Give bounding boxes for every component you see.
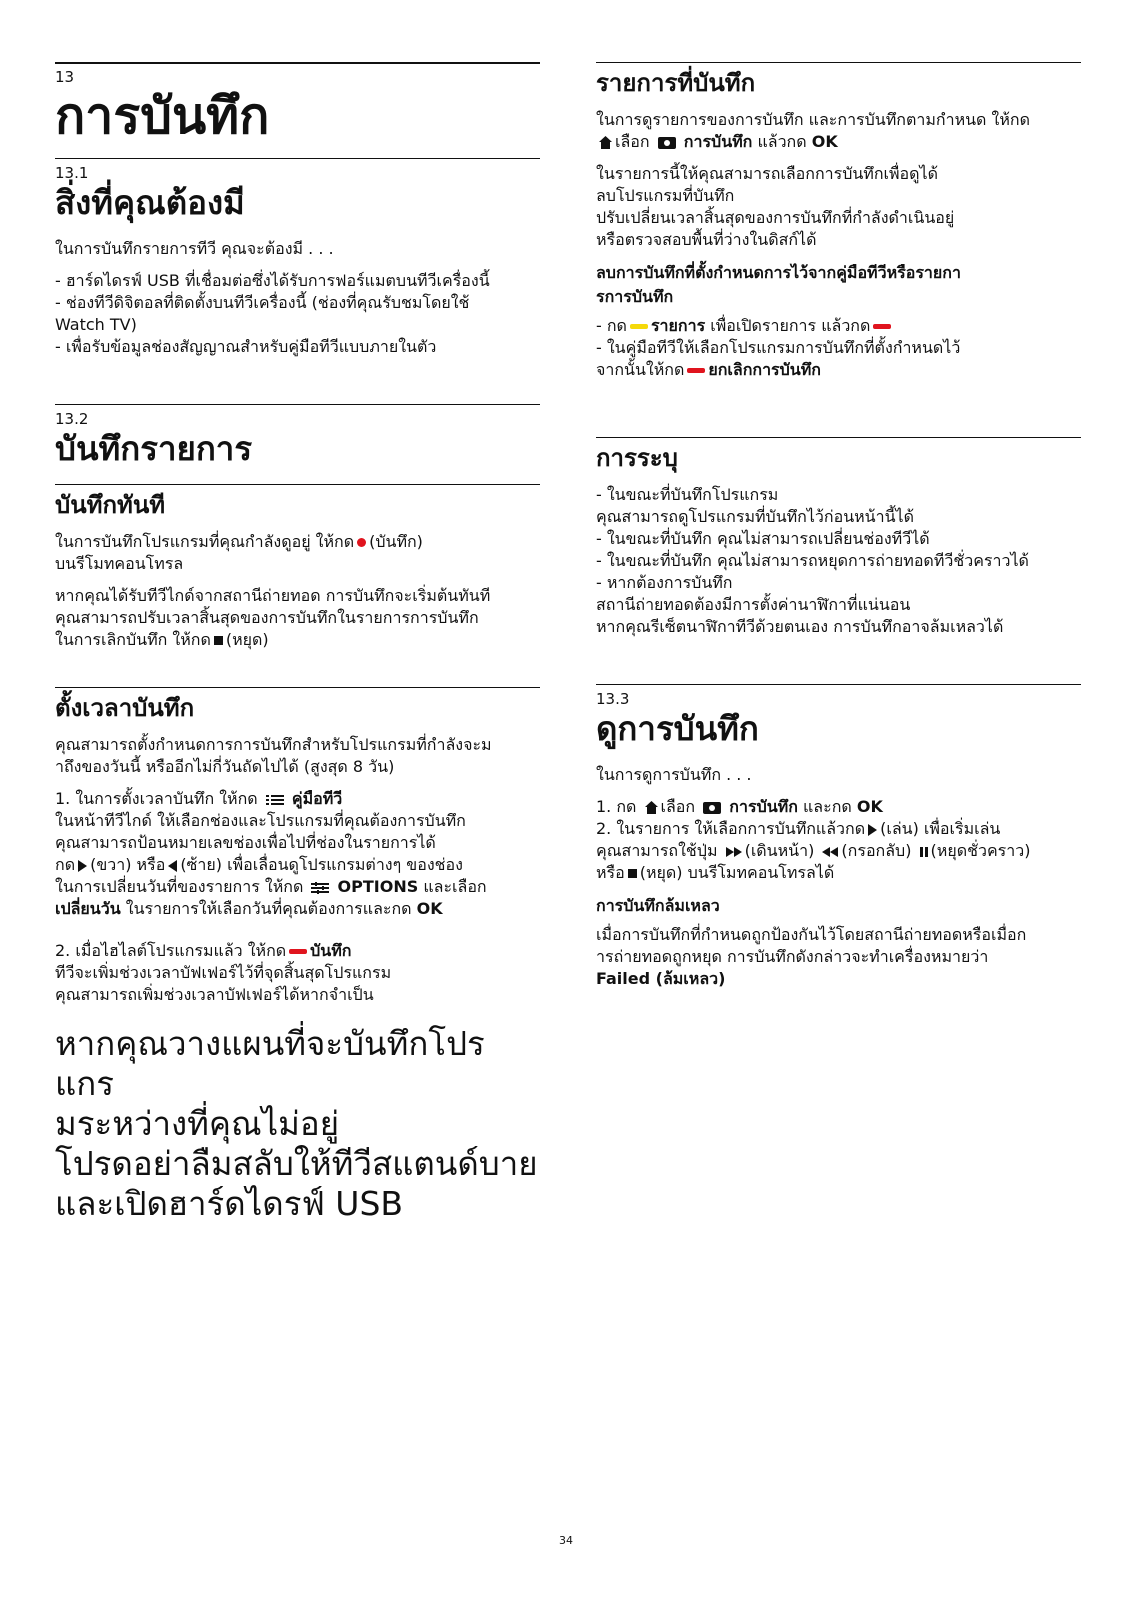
record-now-paragraph: ในการบันทึกโปรแกรมที่คุณกำลังดูอยู่ ให้กด (บันทึก) บนรีโมทคอนโทรล [55,532,423,573]
standby-note: หากคุณวางแผนที่จะบันทึกโปรแกร มระหว่างที่คุณไม่อยู่ โปรดอย่าลืมสลับให้ทีวีสแตนด์บาย และเปิดฮาร์ดไดรฟ์ USB [55,1024,538,1223]
rewind-icon [822,847,838,857]
spec-line: สถานีถ่ายทอดต้องมีการตั้งค่านาฬิกาที่แน่นอน [596,595,911,614]
red-key-icon [289,949,307,954]
yellow-key-icon [630,324,648,329]
requirement-item: - เพื่อรับข้อมูลช่องสัญญาณสำหรับคู่มือทีวีแบบภายในตัว [55,337,437,356]
spec-line: - ในขณะที่บันทึกโปรแกรม [596,485,779,504]
page-number: 34 [559,1534,573,1547]
subsection-rule [55,687,540,688]
schedule-step-2: 2. เมื่อไฮไลต์โปรแกรมแล้ว ให้กด บันทึก ทีวีจะเพิ่มช่วงเวลาบัฟเฟอร์ไว้ที่จุดสิ้นสุดโปรแกรม คุณสามารถเพิ่มช่วงเวลาบัฟเฟอร์ได้หากจำเป็น [55,941,392,1004]
spec-line: คุณสามารถดูโปรแกรมที่บันทึกไว้ก่อนหน้านี้ได้ [596,507,914,526]
section-number: 13.2 [55,410,89,428]
left-column [55,62,540,1224]
record-now-paragraph: หากคุณได้รับทีวีไกด์จากสถานีถ่ายทอด การบันทึกจะเริ่มต้นทันที คุณสามารถปรับเวลาสิ้นสุดของการบันทึกในรายการการบันทึก ในการเลิกบันทึก ให้กด (หยุด) [55,586,491,649]
list-paragraph: ในการดูรายการของการบันทึก และการบันทึกตามกำหนด ให้กด เลือก การบันทึก แล้วกด OK [596,110,1030,151]
red-key-icon [873,324,891,329]
section-rule [596,684,1081,685]
spec-line: - ในขณะที่บันทึก คุณไม่สามารถหยุดการถ่ายทอดทีวีชั่วคราวได้ [596,551,1029,570]
list-paragraph: ในรายการนี้ให้คุณสามารถเลือกการบันทึกเพื่อดูได้ ลบโปรแกรมที่บันทึก ปรับเปลี่ยนเวลาสิ้นสุดของการบันทึกที่กำลังดำเนินอยู่ หรือตรวจสอบพื้นที่ว่างในดิสก์ได้ [596,164,955,249]
play-icon [868,824,877,836]
spec-line: - หากต้องการบันทึก [596,573,733,592]
watch-intro: ในการดูการบันทึก . . . [596,765,752,784]
failed-title: การบันทึกล้มเหลว [596,896,720,915]
requirement-item: Watch TV) [55,315,137,334]
section-number: 13.1 [55,164,89,182]
failed-paragraph: เมื่อการบันทึกที่กำหนดถูกป้องกันไว้โดยสถานีถ่ายทอดหรือเมื่อก ารถ่ายทอดถูกหยุด การบันทึกดังกล่าวจะทำเครื่องหมายว่า Failed (ล้มเหลว) [596,925,1027,988]
chapter-title: การบันทึก [55,87,270,145]
requirement-item: - ช่องทีวีดิจิตอลที่ติดตั้งบนทีวีเครื่องนี้ (ช่องที่คุณรับชมโดยใช้ [55,293,470,312]
section-rule [55,404,540,405]
section-title: บันทึกรายการ [55,429,253,468]
section-title: สิ่งที่คุณต้องมี [55,183,245,222]
subsection-title: ตั้งเวลาบันทึก [55,694,195,722]
subsection-title: บันทึกทันที [55,491,166,519]
requirements-intro: ในการบันทึกรายการทีวี คุณจะต้องมี . . . [55,239,334,258]
recordings-icon [658,137,676,149]
delete-scheduled-steps: - กด รายการ เพื่อเปิดรายการ แล้วกด - ในคู่มือทีวีให้เลือกโปรแกรมการบันทึกที่ตั้งกำหนดไว้ จากนั้นให้กด ยกเลิกการบันทึก [596,316,961,379]
stop-button-icon [628,869,637,878]
watch-steps: 1. กด เลือก การบันทึก และกด OK 2. ในรายการ ให้เลือกการบันทึกแล้วกด (เล่น) เพื่อเริ่มเล่น คุณสามารถใช้ปุ่ม (เดินหน้า) (กรอกลับ) (หยุดชั่วคราว) หรือ (หยุด) บนรีโมทคอนโทรลได้ [596,797,1031,882]
pause-icon [920,847,928,857]
spec-line: - ในขณะที่บันทึก คุณไม่สามารถเปลี่ยนช่องทีวีได้ [596,529,930,548]
requirement-item: - ฮาร์ดไดรฟ์ USB ที่เชื่อมต่อซึ่งได้รับการฟอร์แมตบนทีวีเครื่องนี้ [55,271,490,290]
red-key-icon [687,368,705,373]
subsection-rule [596,62,1081,63]
schedule-step-1: 1. ในการตั้งเวลาบันทึก ให้กด คู่มือทีวี ในหน้าทีวีไกด์ ให้เลือกช่องและโปรแกรมที่คุณต้องการบันทึก คุณสามารถป้อนหมายเลขช่องเพื่อไปที่ช่องในรายการได้ กด (ขวา) หรือ (ซ้าย) เพื่อเลื่อนดูโปรแกรมต่างๆ ของช่อง ในการเปลี่ยนวันที่ของรายการ ให้กด OPTIONS และเลือก เปลี่ยนวัน ในรายการให้เลือกวันที่คุณต้องการและกด OK [55,789,487,918]
stop-button-icon [214,636,223,645]
options-icon [311,882,329,894]
subsection-title: รายการที่บันทึก [596,69,756,97]
chapter-rule [55,62,540,64]
home-icon [599,136,612,149]
right-arrow-icon [78,860,87,872]
section-number: 13.3 [596,690,630,708]
home-icon [645,801,658,814]
delete-scheduled-title: ลบการบันทึกที่ตั้งกำหนดการไว้จากคู่มือทีวีหรือรายกา รการบันทึก [596,263,961,306]
tv-guide-icon [266,794,284,806]
section-rule [55,158,540,159]
spec-line: หากคุณรีเซ็ตนาฬิกาทีวีด้วยตนเอง การบันทึกอาจล้มเหลวได้ [596,617,1004,636]
chapter-number: 13 [55,68,75,86]
section-title: ดูการบันทึก [596,709,759,748]
fast-forward-icon [726,847,742,857]
right-column [596,62,1081,1000]
subsection-rule [596,437,1081,438]
record-button-icon [357,538,366,547]
left-arrow-icon [168,860,177,872]
recordings-icon [703,802,721,814]
subsection-title: การระบุ [596,444,678,472]
schedule-paragraph: คุณสามารถตั้งกำหนดการการบันทึกสำหรับโปรแกรมที่กำลังจะม าถึงของวันนี้ หรืออีกไม่กี่วันถัดไปได้ (สูงสุด 8 วัน) [55,735,492,776]
subsection-rule [55,484,540,485]
